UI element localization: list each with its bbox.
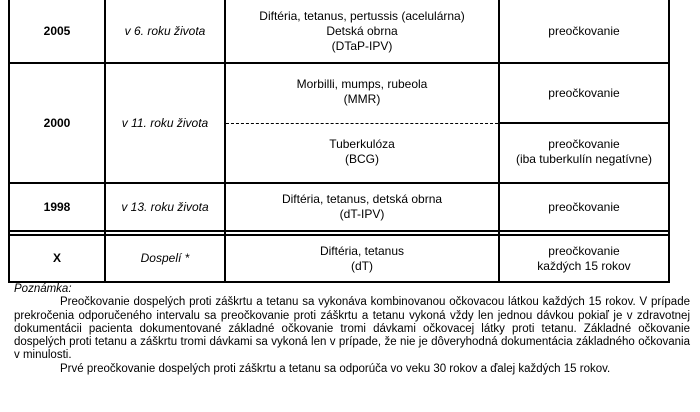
action-sub-divider — [498, 122, 670, 124]
vaccine-line: (MMR) — [343, 92, 381, 106]
vaccine-line: Morbilli, mumps, rubeola — [296, 77, 428, 91]
action-line: preočkovanie — [548, 137, 620, 151]
year-cell: 1998 — [43, 199, 71, 214]
vaccine-line: (dT-IPV) — [339, 207, 385, 221]
row-divider — [8, 230, 670, 232]
vaccine-cell — [226, 184, 498, 230]
vaccine-line: Diftéria, tetanus, detská obrna — [281, 192, 443, 206]
footnote-paragraph: Preočkovanie dospelých proti záškrtu a tetanu sa vykonáva kombinovanou očkovacou látkou každých 15 rokov. V prípade prekročenia odporučeného intervalu sa preočkovanie proti záškrtu a tetanu vykoná vždy len jednou dávkou pokiaľ je v zdravotnej dokumentácii pacienta dokumentované základné očkovanie tromi dávkami očkovacej látky proti tetanu. Základné očkovanie dospelých proti tetanu a záškrtu tromi dávkami sa vykoná len v prípade, že nie je dôveryhodná dokumentácia základného očkovania v minulosti. — [14, 296, 690, 362]
age-cell: v 6. roku života — [124, 23, 206, 38]
vaccine-cell — [226, 6, 498, 56]
vaccination-table — [8, 0, 670, 283]
action-cell — [500, 130, 668, 174]
age-cell: v 13. roku života — [121, 199, 209, 214]
year-cell: X — [52, 251, 61, 265]
action-cell — [500, 236, 668, 281]
vaccine-cell — [226, 236, 498, 281]
action-line: preočkovanie — [548, 243, 620, 258]
table-border-right — [668, 0, 670, 283]
vaccine-line: Diftéria, tetanus — [319, 243, 405, 258]
vaccine-dashed-divider — [226, 123, 498, 124]
action-cell: preočkovanie — [548, 85, 620, 100]
vaccine-line: (dT) — [351, 258, 373, 273]
vaccine-cell — [226, 130, 498, 174]
footnote — [14, 283, 690, 376]
action-line: každých 15 rokov — [537, 258, 631, 273]
year-cell: 2005 — [43, 23, 71, 38]
vaccine-line: (BCG) — [345, 152, 379, 166]
footnote-paragraph: Prvé preočkovanie dospelých proti záškrtu a tetanu sa odporúča vo veku 30 rokov a ďalej každých 15 rokov. — [60, 362, 611, 375]
year-cell: 2000 — [43, 115, 71, 130]
footnote-title: Poznámka: — [14, 283, 72, 295]
vaccine-line: Tuberkulóza — [329, 137, 395, 151]
action-line: (iba tuberkulín negatívne) — [515, 152, 653, 166]
vaccine-line: Detská obrna — [326, 23, 398, 38]
age-cell: v 11. roku života — [121, 115, 209, 130]
action-cell: preočkovanie — [548, 199, 620, 214]
age-cell: Dospelí * — [140, 251, 190, 265]
vaccine-line: (DTaP-IPV) — [331, 38, 393, 53]
vaccine-cell — [226, 70, 498, 114]
action-cell: preočkovanie — [548, 23, 620, 38]
vaccine-line: Diftéria, tetanus, pertussis (acelulárna) — [259, 8, 465, 23]
